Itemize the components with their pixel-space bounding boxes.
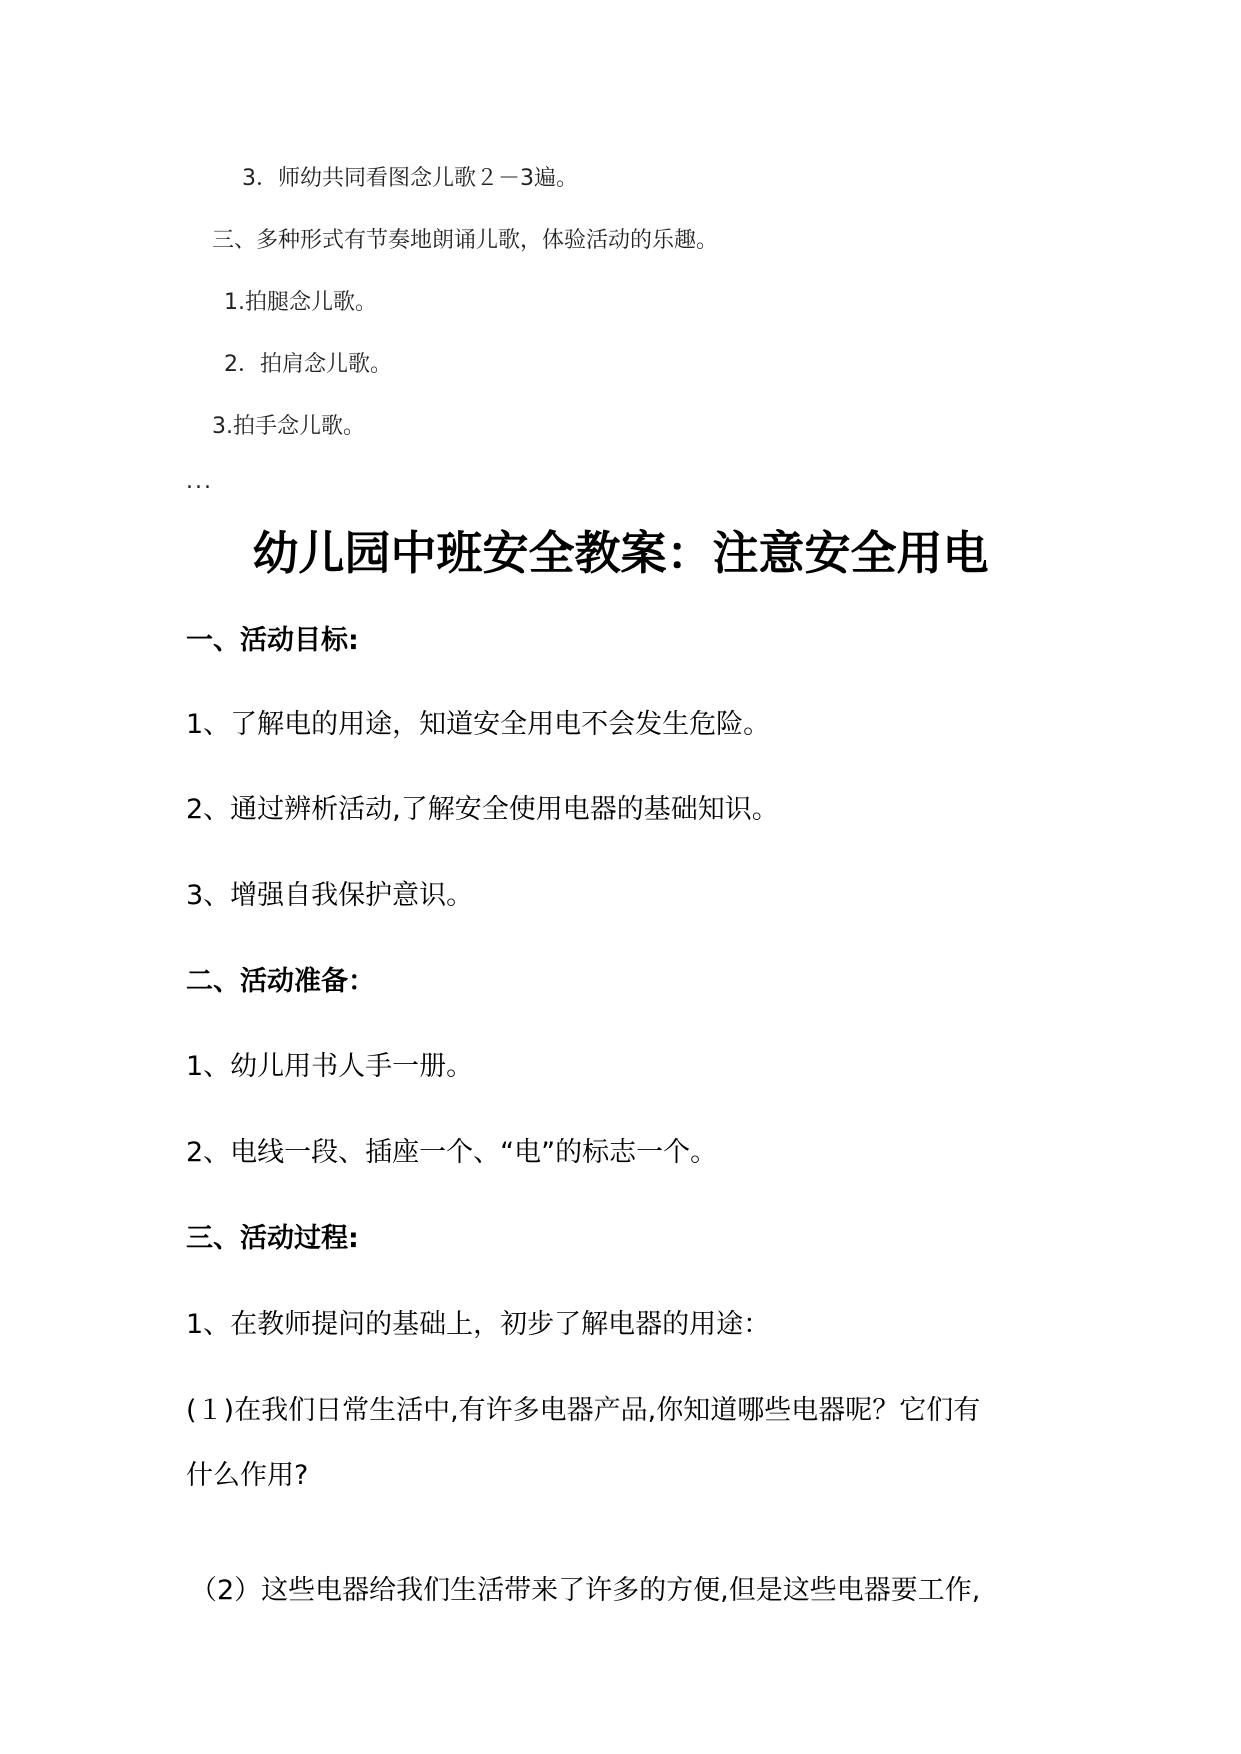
process-heading: 三、活动过程: [186,1223,359,1254]
ellipsis: ... [186,469,213,494]
prev-step-3: 3．师幼共同看图念儿歌２－3遍。 [242,166,578,191]
prev-section-heading: 三、多种形式有节奏地朗诵儿歌，体验活动的乐趣。 [212,228,719,253]
process-1a-line2: 什么作用? [186,1460,309,1491]
goal-2: 2、通过辨析活动,了解安全使用电器的基础知识。 [186,794,779,825]
prep-1: 1、幼儿用书人手一册。 [186,1051,474,1082]
process-1: 1、在教师提问的基础上，初步了解电器的用途： [186,1309,771,1340]
process-2: （2）这些电器给我们生活带来了许多的方便,但是这些电器要工作, [190,1575,981,1606]
prep-2: 2、电线一段、插座一个、“电”的标志一个。 [186,1137,718,1168]
prep-heading: 二、活动准备： [186,966,375,997]
goal-1: 1、了解电的用途，知道安全用电不会发生危险。 [186,709,771,740]
goal-3: 3、增强自我保护意识。 [186,880,474,911]
prev-item-3: 3.拍手念儿歌。 [212,414,365,439]
prev-item-1: 1.拍腿念儿歌。 [224,290,377,315]
page-title: 幼儿园中班安全教案：注意安全用电 [252,526,989,580]
goals-heading: 一、活动目标: [186,625,359,656]
prev-item-2: 2．拍肩念儿歌。 [224,352,392,377]
process-1a-line1: (１)在我们日常生活中,有许多电器产品,你知道哪些电器呢？它们有 [186,1395,981,1426]
